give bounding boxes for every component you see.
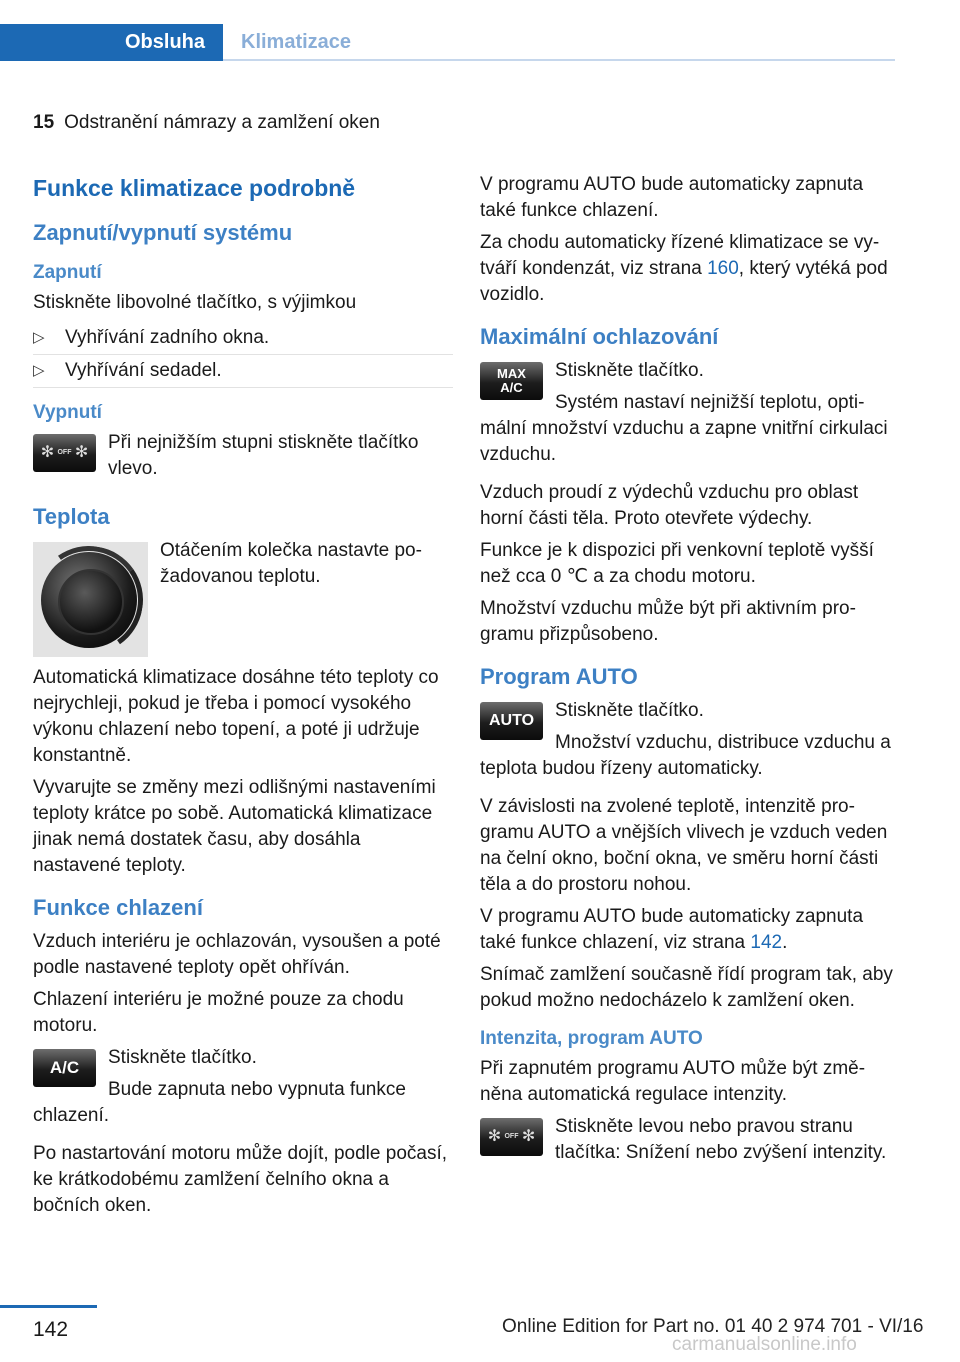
exception-list <box>33 322 453 388</box>
tab-underline <box>223 59 895 61</box>
right-column <box>480 172 900 1172</box>
max-paragraph-2: Funkce je k dispozici při venkovní teplotě vyšší než cca 0 ℃ a za chodu motoru. <box>480 540 874 587</box>
temperature-paragraph-1: Automatická klimatizace dosáhne této teploty co nejrychleji, pokud je třeba i pomocí vysokého výkonu chlazení nebo topení, a poté ji udržuje konstantně. <box>33 667 439 766</box>
page-number: 142 <box>33 1318 69 1341</box>
intensity-paragraph: Při zapnutém programu AUTO může být změněna automatická regulace intenzity. <box>480 1058 866 1105</box>
max-text: Systém nastaví nejnižší teplotu, optimální množství vzduchu a zapne vnitřní cirkulaci vzduchu. <box>480 392 888 465</box>
system-heading: Zapnutí/vypnutí systému <box>33 220 293 245</box>
fan-small-icon: ✻ <box>40 444 55 461</box>
max-ac-button-image: MAX A/C <box>480 362 543 400</box>
ac-button-image: A/C <box>33 1049 96 1087</box>
off-text: Při nejnižším stupni stiskněte tlačítko vlevo. <box>108 432 419 479</box>
fan-small-icon: ✻ <box>487 1128 502 1145</box>
chapter-number: 15 <box>33 112 55 133</box>
section-title: Funkce klimatizace podrobně <box>33 175 356 201</box>
page-link-142[interactable]: 142 <box>750 932 783 953</box>
tab-obsluha[interactable]: Obsluha <box>0 24 223 61</box>
chapter-title: Odstranění námrazy a zamlžení oken <box>64 112 380 133</box>
footer-accent-line <box>0 1305 97 1308</box>
off-heading: Vypnutí <box>33 402 102 423</box>
intensity-press: Stiskněte levou nebo pravou stranu tlačítka: Snížení nebo zvýšení intenzity. <box>555 1116 887 1163</box>
left-column <box>33 172 453 1225</box>
knob-arrow-icon <box>33 542 148 657</box>
cooling-press: Stiskněte tlačítko. <box>108 1047 257 1068</box>
header-tabs <box>0 24 895 61</box>
tab-klimatizace[interactable]: Klimatizace <box>241 31 352 53</box>
auto-heading: Program AUTO <box>480 664 638 689</box>
max-paragraph-1: Vzduch proudí z výdechů vzduchu pro oblast horní části těla. Proto otevřete výdechy. <box>480 482 859 529</box>
cooling-paragraph-3: Po nastartování motoru může dojít, podle počasí, ke krátkodobému zamlžení čelního okna a bočních oken. <box>33 1143 448 1216</box>
triangle-bullet-icon: ▷ <box>33 362 45 379</box>
max-press: Stiskněte tlačítko. <box>555 360 704 381</box>
temperature-heading: Teplota <box>33 504 110 529</box>
intensity-button-image <box>480 1118 543 1156</box>
auto-button-image: AUTO <box>480 702 543 740</box>
chapter-heading <box>33 112 380 134</box>
auto-press: Stiskněte tlačítko. <box>555 700 704 721</box>
watermark: carmanualsonline.info <box>672 1334 857 1355</box>
off-label: OFF <box>504 1133 519 1140</box>
max-cooling-heading: Maximální ochlazování <box>480 324 719 349</box>
auto-cooling-text: V programu AUTO bude automaticky zapnuta také funkce chlazení. <box>480 174 864 221</box>
fan-off-button-image <box>33 434 96 472</box>
max-paragraph-3: Množství vzduchu může být při aktivním programu přizpůsobeno. <box>480 598 856 645</box>
auto-paragraph-2: V programu AUTO bude automaticky zapnuta také funkce chlazení, viz strana 142. <box>480 906 864 953</box>
intensity-heading: Intenzita, program AUTO <box>480 1028 703 1049</box>
auto-paragraph-3: Snímač zamlžení současně řídí program tak, aby pokud možno nedocházelo k zamlžení oken. <box>480 964 893 1011</box>
on-text: Stiskněte libovolné tlačítko, s výjimkou <box>33 292 357 313</box>
list-item: ▷ Vyhřívání zadního okna. <box>33 322 453 355</box>
off-label: OFF <box>57 449 72 456</box>
auto-text: Množství vzduchu, distribuce vzduchu a teplota budou řízeny automaticky. <box>480 732 891 779</box>
temperature-knob-image <box>33 542 148 657</box>
fan-large-icon: ✻ <box>521 1128 536 1145</box>
auto-paragraph-1: V závislosti na zvolené teplotě, intenzitě programu AUTO a vnějších vlivech je vzduch veden na čelní okno, boční okna, ve směru horní části těla a do prostoru nohou. <box>480 796 888 895</box>
list-item: ▷ Vyhřívání sedadel. <box>33 355 453 388</box>
cooling-heading: Funkce chlazení <box>33 895 203 920</box>
cooling-paragraph-2: Chlazení interiéru je možné pouze za chodu motoru. <box>33 989 404 1036</box>
page-link-160[interactable]: 160 <box>707 258 739 279</box>
cooling-press-text: Bude zapnuta nebo vypnuta funkce chlazení. <box>33 1079 406 1126</box>
on-heading: Zapnutí <box>33 262 102 283</box>
temperature-paragraph-2: Vyvarujte se změny mezi odlišnými nastaveními teploty krátce po sobě. Automatická klimatizace jinak nemá dostatek času, aby dosáhla nastavené teploty. <box>33 777 436 876</box>
temperature-text: Otáčením kolečka nastavte požadovanou teplotu. <box>160 540 422 587</box>
edition-text: Online Edition for Part no. 01 40 2 974 701 - VI/16 <box>502 1316 924 1337</box>
condensate-text: Za chodu automaticky řízené klimatizace se vytváří kondenzát, viz strana 160, který vytéká pod vozidlo. <box>480 232 888 305</box>
triangle-bullet-icon: ▷ <box>33 329 45 346</box>
fan-large-icon: ✻ <box>74 444 89 461</box>
cooling-paragraph-1: Vzduch interiéru je ochlazován, vysoušen a poté podle nastavené teploty opět ohříván. <box>33 931 441 978</box>
